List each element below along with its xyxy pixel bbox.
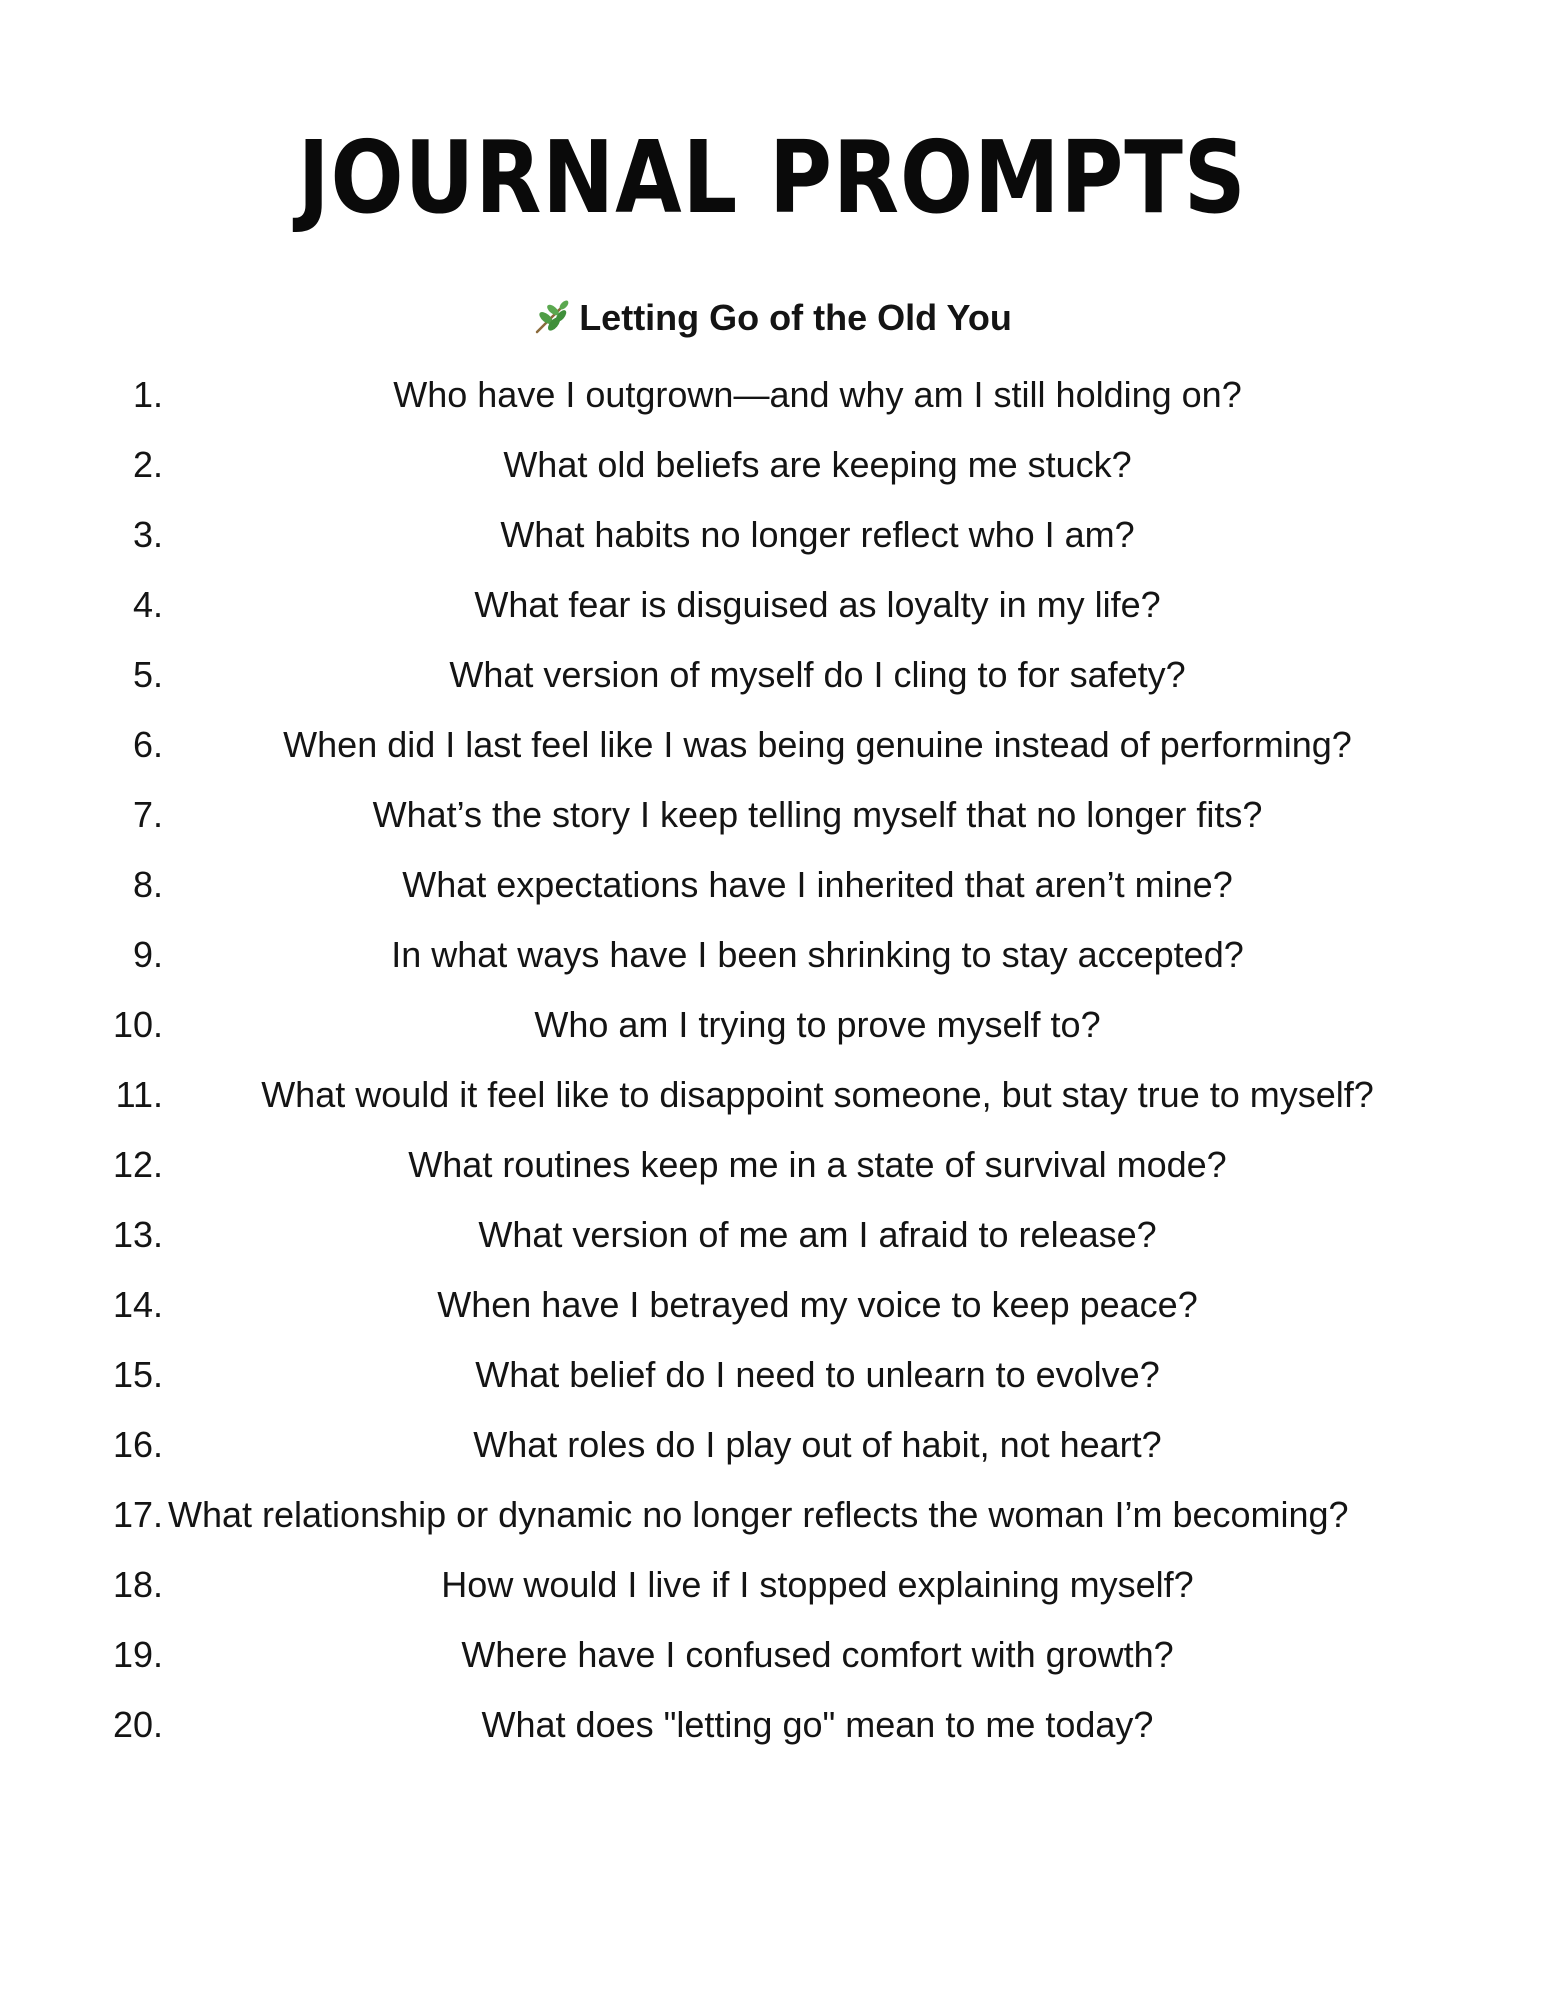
- list-item: [0, 850, 1545, 920]
- item-number: 4.: [132, 584, 163, 625]
- item-number: 11.: [115, 1074, 163, 1115]
- item-text: Who have I outgrown—and why am I still holding on?: [393, 374, 1242, 415]
- item-text: What version of me am I afraid to release?: [478, 1214, 1157, 1255]
- item-text: What belief do I need to unlearn to evolve?: [475, 1354, 1160, 1395]
- item-text: What’s the story I keep telling myself that no longer fits?: [372, 794, 1263, 835]
- list-item: [0, 1620, 1545, 1690]
- item-text: What does "letting go" mean to me today?: [481, 1704, 1154, 1745]
- item-number: 20.: [112, 1704, 163, 1745]
- item-number: 17.: [112, 1494, 163, 1535]
- item-text: In what ways have I been shrinking to stay accepted?: [391, 934, 1244, 975]
- list-item: [0, 990, 1545, 1060]
- herb-leaf-icon: [533, 298, 571, 336]
- list-item: [0, 1130, 1545, 1200]
- item-number: 8.: [132, 864, 163, 905]
- item-number: 6.: [132, 724, 163, 765]
- list-item: [0, 780, 1545, 850]
- item-number: 5.: [132, 654, 163, 695]
- item-text: What version of myself do I cling to for safety?: [449, 654, 1186, 695]
- item-text: Where have I confused comfort with growth?: [461, 1634, 1174, 1675]
- list-item: [0, 920, 1545, 990]
- item-text: When did I last feel like I was being genuine instead of performing?: [283, 724, 1352, 765]
- item-text: Who am I trying to prove myself to?: [534, 1004, 1101, 1045]
- item-number: 3.: [132, 514, 163, 555]
- item-text: What fear is disguised as loyalty in my life?: [474, 584, 1161, 625]
- item-text: What roles do I play out of habit, not heart?: [473, 1424, 1162, 1465]
- item-number: 15.: [112, 1354, 163, 1395]
- item-text: What expectations have I inherited that aren’t mine?: [402, 864, 1233, 905]
- item-text: What would it feel like to disappoint someone, but stay true to myself?: [261, 1074, 1374, 1115]
- list-item: [0, 1200, 1545, 1270]
- item-number: 1.: [132, 374, 163, 415]
- list-item: [0, 1690, 1545, 1760]
- prompt-list: [0, 360, 1545, 1760]
- list-item: [0, 710, 1545, 780]
- item-text: When have I betrayed my voice to keep peace?: [437, 1284, 1198, 1325]
- section-heading: [0, 296, 1545, 340]
- list-item: [0, 1340, 1545, 1410]
- list-item: [0, 430, 1545, 500]
- list-item: [0, 1480, 1545, 1550]
- item-number: 9.: [132, 934, 163, 975]
- item-text: What routines keep me in a state of survival mode?: [408, 1144, 1227, 1185]
- list-item: [0, 640, 1545, 710]
- item-number: 19.: [112, 1634, 163, 1675]
- item-number: 13.: [112, 1214, 163, 1255]
- item-number: 18.: [112, 1564, 163, 1605]
- list-item: [0, 360, 1545, 430]
- list-item: [0, 500, 1545, 570]
- item-text: What old beliefs are keeping me stuck?: [503, 444, 1132, 485]
- item-number: 2.: [132, 444, 163, 485]
- list-item: [0, 1550, 1545, 1620]
- item-number: 16.: [112, 1424, 163, 1465]
- section-heading-text: Letting Go of the Old You: [579, 297, 1012, 338]
- item-number: 12.: [112, 1144, 163, 1185]
- item-text: How would I live if I stopped explaining myself?: [441, 1564, 1194, 1605]
- list-item: [0, 1410, 1545, 1480]
- item-number: 7.: [132, 794, 163, 835]
- item-number: 10.: [112, 1004, 163, 1045]
- page-title: JOURNAL PROMPTS: [297, 119, 1247, 236]
- item-text: What habits no longer reflect who I am?: [500, 514, 1135, 555]
- item-number: 14.: [112, 1284, 163, 1325]
- list-item: [0, 1270, 1545, 1340]
- list-item: [0, 1060, 1545, 1130]
- item-text: What relationship or dynamic no longer reflects the woman I’m becoming?: [168, 1494, 1349, 1535]
- list-item: [0, 570, 1545, 640]
